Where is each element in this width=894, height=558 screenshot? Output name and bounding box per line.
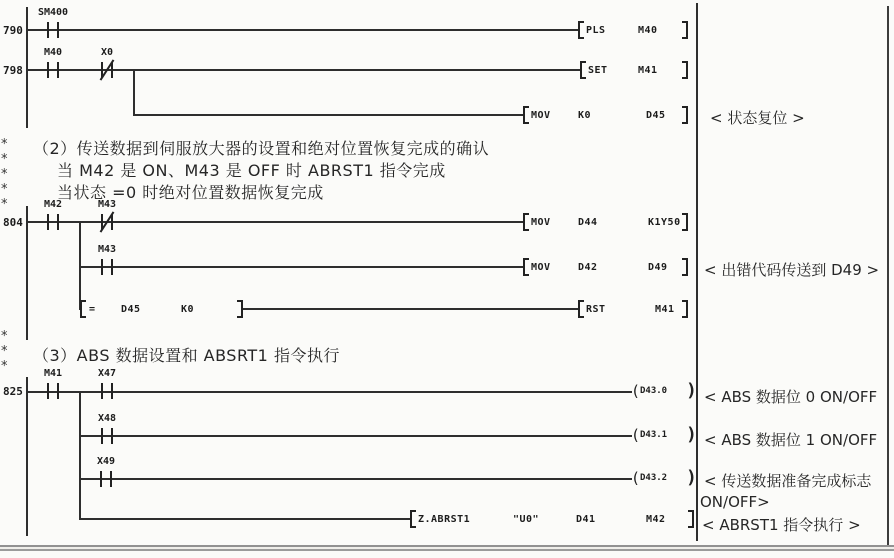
open-bracket xyxy=(80,300,86,318)
contact-label: X48 xyxy=(97,413,117,424)
branch-wire-798 xyxy=(133,70,135,116)
contact-m43-nc xyxy=(85,199,129,241)
close-bracket xyxy=(682,106,688,124)
comment-ready-flag-line1: < 传送数据准备完成标志 xyxy=(704,472,872,490)
contact-bar-left xyxy=(101,428,103,444)
comment-ready-flag-line2: ON/OFF> xyxy=(700,493,770,511)
instruction-compare-d45-k0 xyxy=(80,300,243,318)
instruction-mov-d42-d49 xyxy=(523,258,688,276)
instruction-mov-k0-d45 xyxy=(523,106,688,124)
branch-wire-825 xyxy=(79,391,81,520)
contact-bar-right xyxy=(111,259,113,275)
contact-bar-left xyxy=(47,214,49,230)
contact-m43 xyxy=(85,244,129,286)
instruction-text: M42 xyxy=(646,514,666,525)
wire-horizontal xyxy=(79,478,632,480)
note-section2-heading: （2）传送数据到伺服放大器的设置和绝对位置恢复完成的确认 xyxy=(33,139,490,158)
coil-close-paren: ) xyxy=(686,467,697,488)
contact-bar-right xyxy=(111,428,113,444)
close-bracket xyxy=(237,300,243,318)
contact-x0-nc xyxy=(85,47,129,89)
instruction-text: D42 xyxy=(578,262,598,273)
close-bracket xyxy=(682,213,688,231)
coil-open-paren: ( xyxy=(631,469,641,487)
contact-bar-right xyxy=(57,214,59,230)
contact-label: X49 xyxy=(96,456,116,467)
comment-abs-bit0: < ABS 数据位 0 ON/OFF xyxy=(704,388,878,406)
instruction-pls-m40 xyxy=(578,21,688,39)
open-bracket xyxy=(523,258,529,276)
bottom-page-border xyxy=(0,545,894,551)
margin-asterisk: * xyxy=(1,359,8,374)
wire-horizontal xyxy=(79,266,524,268)
instruction-text: "U0" xyxy=(513,514,540,525)
instruction-text: M41 xyxy=(638,65,658,76)
close-bracket xyxy=(688,510,694,528)
note-section2-line2: 当 M42 是 ON、M43 是 OFF 时 ABRST1 指令完成 xyxy=(57,161,446,180)
margin-asterisk: * xyxy=(1,182,8,197)
wire-horizontal xyxy=(133,114,524,116)
instruction-text: D49 xyxy=(648,262,668,273)
contact-label: M43 xyxy=(97,199,117,210)
note-section3-heading: （3）ABS 数据设置和 ABSRT1 指令执行 xyxy=(33,346,340,365)
contact-label: M40 xyxy=(43,47,63,58)
contact-m40 xyxy=(31,47,75,89)
coil-label: D43.2 xyxy=(640,473,668,483)
instruction-text: MOV xyxy=(531,262,551,273)
contact-x49 xyxy=(84,456,128,498)
contact-label: SM400 xyxy=(37,7,69,18)
contact-bar-left xyxy=(47,62,49,78)
instruction-mov-d44-k1y50 xyxy=(523,213,688,231)
instruction-text: MOV xyxy=(531,217,551,228)
wire-horizontal xyxy=(27,29,579,31)
instruction-rst-m41 xyxy=(578,300,688,318)
margin-asterisk: * xyxy=(1,137,8,152)
left-rail-segment-2 xyxy=(26,206,28,340)
coil-d43-0 xyxy=(631,382,698,402)
coil-d43-2 xyxy=(631,469,698,489)
instruction-text: SET xyxy=(588,65,608,76)
contact-bar-left xyxy=(101,259,103,275)
left-rail-segment-1 xyxy=(26,7,28,128)
contact-label: M41 xyxy=(43,368,63,379)
contact-m41 xyxy=(31,368,75,410)
page-edge-border xyxy=(887,6,889,547)
rung-number-804: 804 xyxy=(3,216,23,229)
margin-asterisk: * xyxy=(1,167,8,182)
instruction-text: = xyxy=(89,304,96,315)
instruction-text: M41 xyxy=(655,304,675,315)
contact-x48 xyxy=(85,413,129,455)
coil-d43-1 xyxy=(631,426,698,446)
contact-label: X0 xyxy=(100,47,114,58)
instruction-text: RST xyxy=(586,304,606,315)
margin-asterisk: * xyxy=(1,344,8,359)
contact-sm400 xyxy=(31,7,75,49)
instruction-text: M40 xyxy=(638,25,658,36)
open-bracket xyxy=(523,106,529,124)
branch-wire-804 xyxy=(79,222,81,310)
open-bracket xyxy=(410,510,416,528)
instruction-text: D45 xyxy=(121,304,141,315)
contact-label: X47 xyxy=(97,368,117,379)
rung-number-798: 798 xyxy=(3,64,23,77)
contact-bar-right xyxy=(110,471,112,487)
close-bracket xyxy=(682,258,688,276)
rung-number-825: 825 xyxy=(3,385,23,398)
contact-bar-left xyxy=(47,383,49,399)
close-bracket xyxy=(682,300,688,318)
instruction-text: PLS xyxy=(586,25,606,36)
instruction-text: D41 xyxy=(576,514,596,525)
wire-horizontal xyxy=(243,308,579,310)
open-bracket xyxy=(523,213,529,231)
coil-open-paren: ( xyxy=(631,382,641,400)
instruction-text: K0 xyxy=(181,304,195,315)
coil-label: D43.0 xyxy=(640,386,668,396)
left-rail-segment-3 xyxy=(26,377,28,536)
open-bracket xyxy=(578,300,584,318)
instruction-text: D44 xyxy=(578,217,598,228)
right-rail xyxy=(696,3,698,541)
contact-bar-right xyxy=(57,62,59,78)
open-bracket xyxy=(578,21,584,39)
contact-bar-right xyxy=(57,383,59,399)
contact-label: M43 xyxy=(97,244,117,255)
close-bracket xyxy=(682,21,688,39)
open-bracket xyxy=(580,61,586,79)
instruction-set-m41 xyxy=(580,61,688,79)
contact-m42 xyxy=(31,199,75,241)
instruction-text: K1Y50 xyxy=(648,217,681,228)
coil-label: D43.1 xyxy=(640,430,668,440)
instruction-text: D45 xyxy=(646,110,666,121)
instruction-text: K0 xyxy=(578,110,592,121)
wire-horizontal xyxy=(79,435,632,437)
margin-asterisk: * xyxy=(1,329,8,344)
coil-close-paren: ) xyxy=(686,424,697,445)
contact-bar-left xyxy=(47,22,49,38)
wire-horizontal xyxy=(79,518,411,520)
note-section2-line3: 当状态 =0 时绝对位置数据恢复完成 xyxy=(57,183,324,202)
comment-status-reset: < 状态复位 > xyxy=(710,109,805,127)
coil-close-paren: ) xyxy=(686,380,697,401)
margin-asterisk: * xyxy=(1,152,8,167)
contact-x47 xyxy=(85,368,129,410)
instruction-text: MOV xyxy=(531,110,551,121)
rung-number-790: 790 xyxy=(3,24,23,37)
instruction-text: Z.ABRST1 xyxy=(418,514,471,525)
contact-label: M42 xyxy=(43,199,63,210)
comment-error-code-d49: < 出错代码传送到 D49 > xyxy=(704,261,880,279)
instruction-z-abrst1 xyxy=(410,510,694,528)
close-bracket xyxy=(682,61,688,79)
contact-bar-left xyxy=(101,383,103,399)
comment-abrst1-exec: < ABRST1 指令执行 > xyxy=(702,516,861,534)
contact-bar-right xyxy=(57,22,59,38)
contact-bar-left xyxy=(100,471,102,487)
comment-abs-bit1: < ABS 数据位 1 ON/OFF xyxy=(704,431,878,449)
coil-open-paren: ( xyxy=(631,426,641,444)
margin-asterisk: * xyxy=(1,197,8,212)
contact-bar-right xyxy=(111,383,113,399)
